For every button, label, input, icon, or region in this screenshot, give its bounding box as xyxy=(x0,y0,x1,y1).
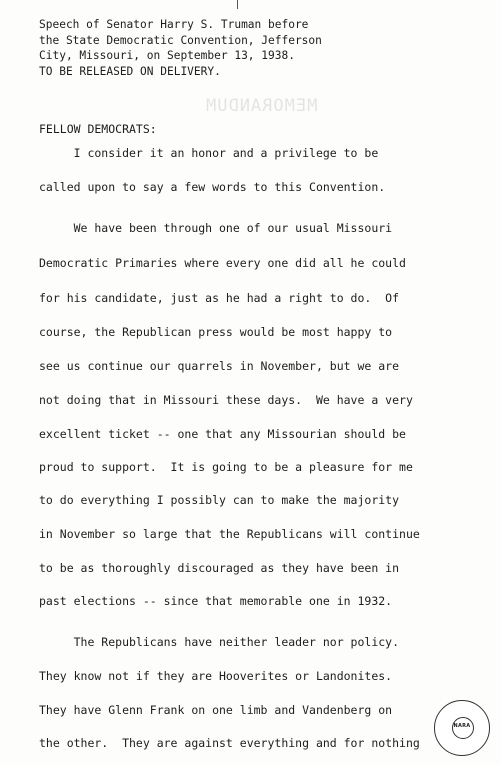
header-line-1: Speech of Senator Harry S. Truman before xyxy=(39,18,309,31)
body-line: The Republicans have neither leader nor policy. xyxy=(39,635,400,649)
body-line: They know not if they are Hooverites or Landonites. xyxy=(39,669,393,683)
bleed-through-text: MEMORANDUM xyxy=(205,96,318,116)
body-line: I consider it an honor and a privilege to be xyxy=(39,146,379,160)
header-line-2: the State Democratic Convention, Jefferson xyxy=(39,33,322,47)
press-release-header xyxy=(39,17,322,79)
body-line: for his candidate, just as he had a right to do. Of xyxy=(39,291,400,305)
body-line: the other. They are against everything and for nothing xyxy=(39,736,420,750)
body-line: not doing that in Missouri these days. We have a very xyxy=(39,393,413,407)
body-line: see us continue our quarrels in November, but we are xyxy=(39,359,400,373)
library-stamp xyxy=(434,700,490,756)
salutation: FELLOW DEMOCRATS: xyxy=(39,122,157,136)
body-line: called upon to say a few words to this Convention. xyxy=(39,180,386,194)
header-line-3: City, Missouri, on September 13, 1938. xyxy=(39,49,295,63)
body-line: excellent ticket -- one that any Missourian should be xyxy=(39,427,406,441)
body-line: past elections -- since that memorable one in 1932. xyxy=(39,594,393,608)
body-line: course, the Republican press would be most happy to xyxy=(39,325,393,339)
body-line: We have been through one of our usual Missouri xyxy=(39,221,393,235)
body-line: in November so large that the Republicans will continue xyxy=(39,527,420,541)
body-line: to do everything I possibly can to make the majority xyxy=(39,493,400,507)
body-line: proud to support. It is going to be a pleasure for me xyxy=(39,460,413,474)
header-line-4: TO BE RELEASED ON DELIVERY. xyxy=(39,64,221,78)
body-line: Democratic Primaries where every one did all he could xyxy=(39,256,406,270)
stamp-text: NARA xyxy=(453,723,471,729)
body-line: They have Glenn Frank on one limb and Vandenberg on xyxy=(39,703,393,717)
paper-mark xyxy=(237,0,238,9)
body-line: to be as thoroughly discouraged as they have been in xyxy=(39,561,400,575)
